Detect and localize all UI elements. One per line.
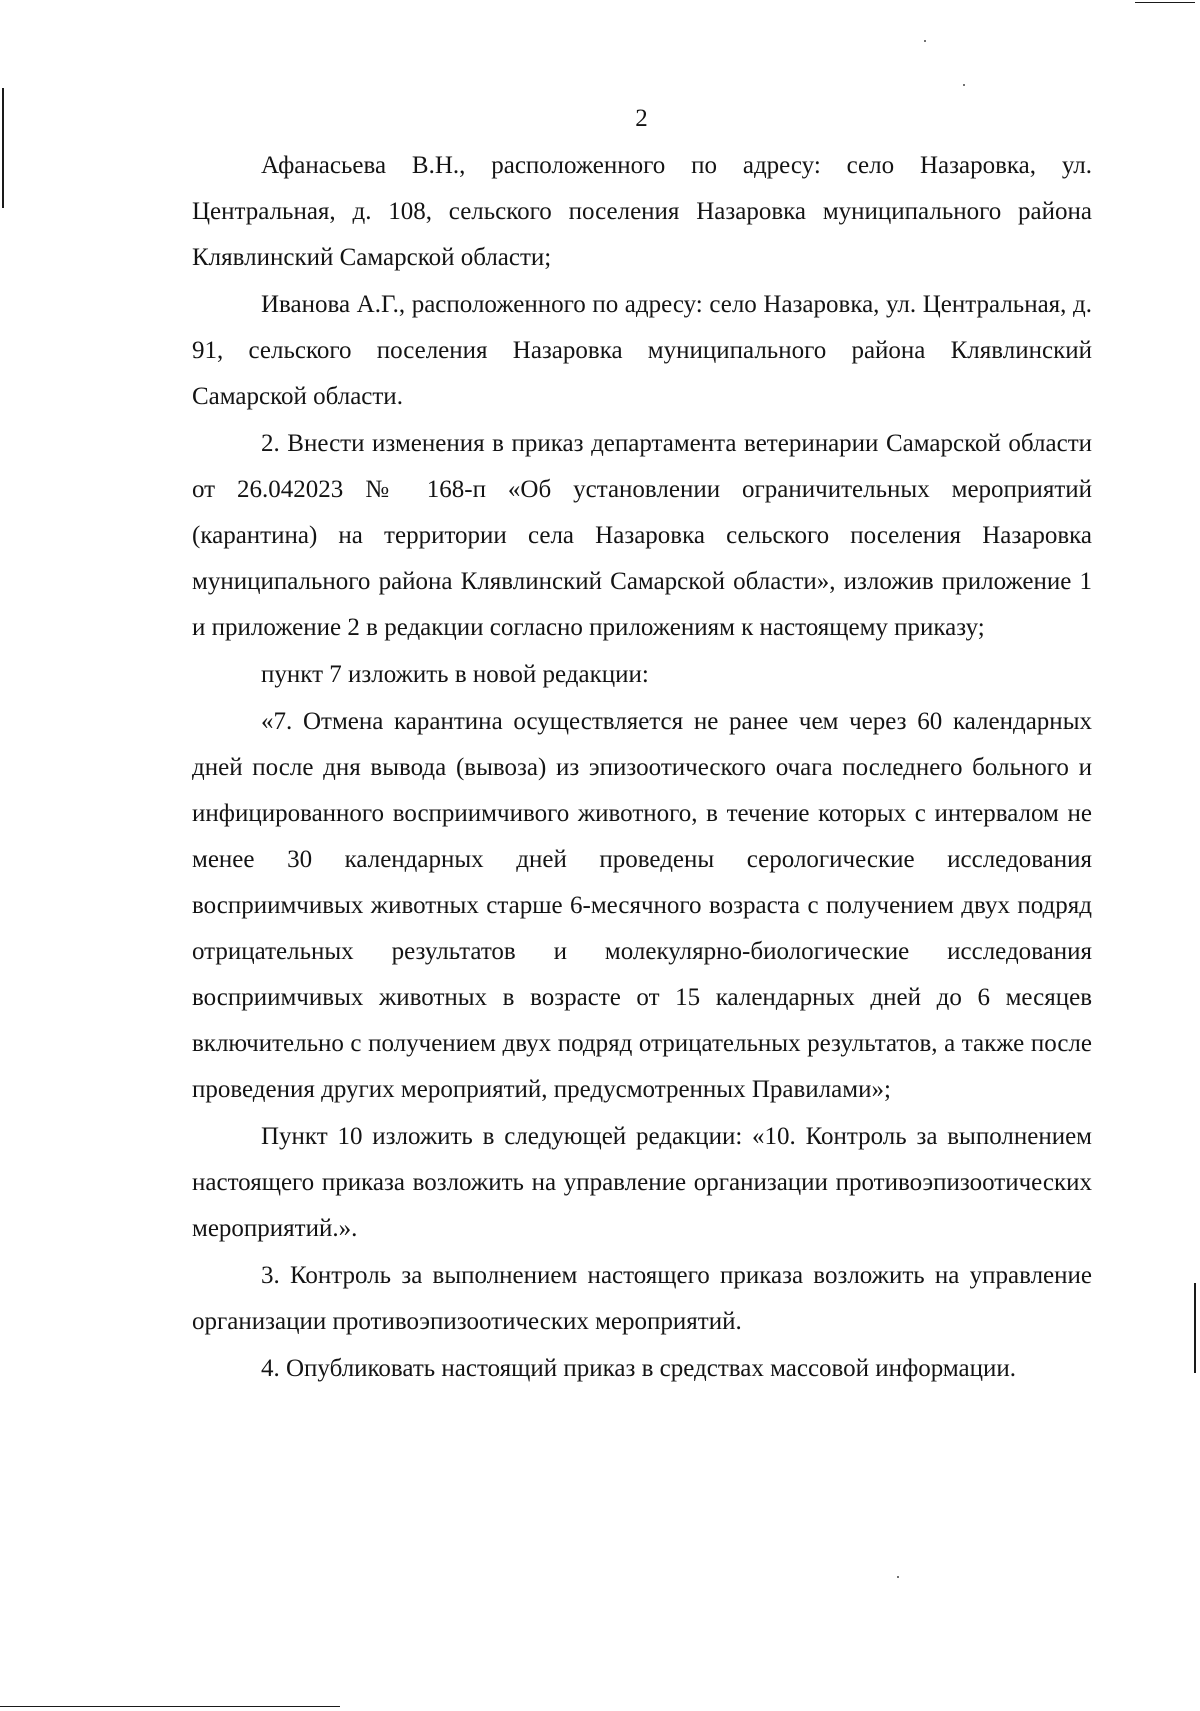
paragraph-item-2: 2. Внести изменения в приказ департамента ветеринарии Самарской области от 26.042023 № 168-п «Об установлении ограничительных мероприятий (карантина) на территории села Назаровка сельского поселения Назаровка муниципального района Клявлинский Самарской области», изложив приложение 1 и приложение 2 в редакции согласно приложениям к настоящему приказу; [192,430,1092,641]
paragraph-address-afanasyev: Афанасьева В.Н., расположенного по адресу: село Назаровка, ул. Центральная, д. 108, сельского поселения Назаровка муниципального района Клявлинский Самарской области; [192,152,1092,271]
scan-speck [963,84,965,86]
paragraph-item-4: 4. Опубликовать настоящий приказ в средствах массовой информации. [261,1355,1017,1382]
paragraph-point-7-text: «7. Отмена карантина осуществляется не ранее чем через 60 календарных дней после дня вывода (вывоза) из эпизоотического очага последнего больного и инфицированного восприимчивого животного, в течение которых с интервалом не менее 30 календарных дней проведены серологические исследования восприимчивых животных старше 6-месячного возраста с получением двух подряд отрицательных результатов и молекулярно-биологические исследования восприимчивых животных в возрасте от 15 календарных дней до 6 месяцев включительно с получением двух подряд отрицательных результатов, а также после проведения других мероприятий, предусмотренных Правилами»; [192,708,1092,1103]
scan-edge-mark-bottom [0,1706,340,1707]
document-body [192,143,1092,1393]
paragraph-item-3: 3. Контроль за выполнением настоящего приказа возложить на управление организации противоэпизоотических мероприятий. [192,1262,1092,1335]
scan-edge-mark-top [1135,2,1195,3]
scan-edge-mark-right [1194,1283,1196,1373]
paragraph-address-ivanov: Иванова А.Г., расположенного по адресу: село Назаровка, ул. Центральная, д. 91, сельского поселения Назаровка муниципального района Клявлинский Самарской области. [192,291,1092,410]
paragraph-point-10: Пункт 10 изложить в следующей редакции: «10. Контроль за выполнением настоящего приказа возложить на управление организации противоэпизоотических мероприятий.». [192,1123,1092,1242]
page-number: 2 [635,105,648,132]
scan-speck [897,1576,899,1578]
scan-speck [924,40,926,42]
paragraph-point-7-intro: пункт 7 изложить в новой редакции: [261,661,649,688]
